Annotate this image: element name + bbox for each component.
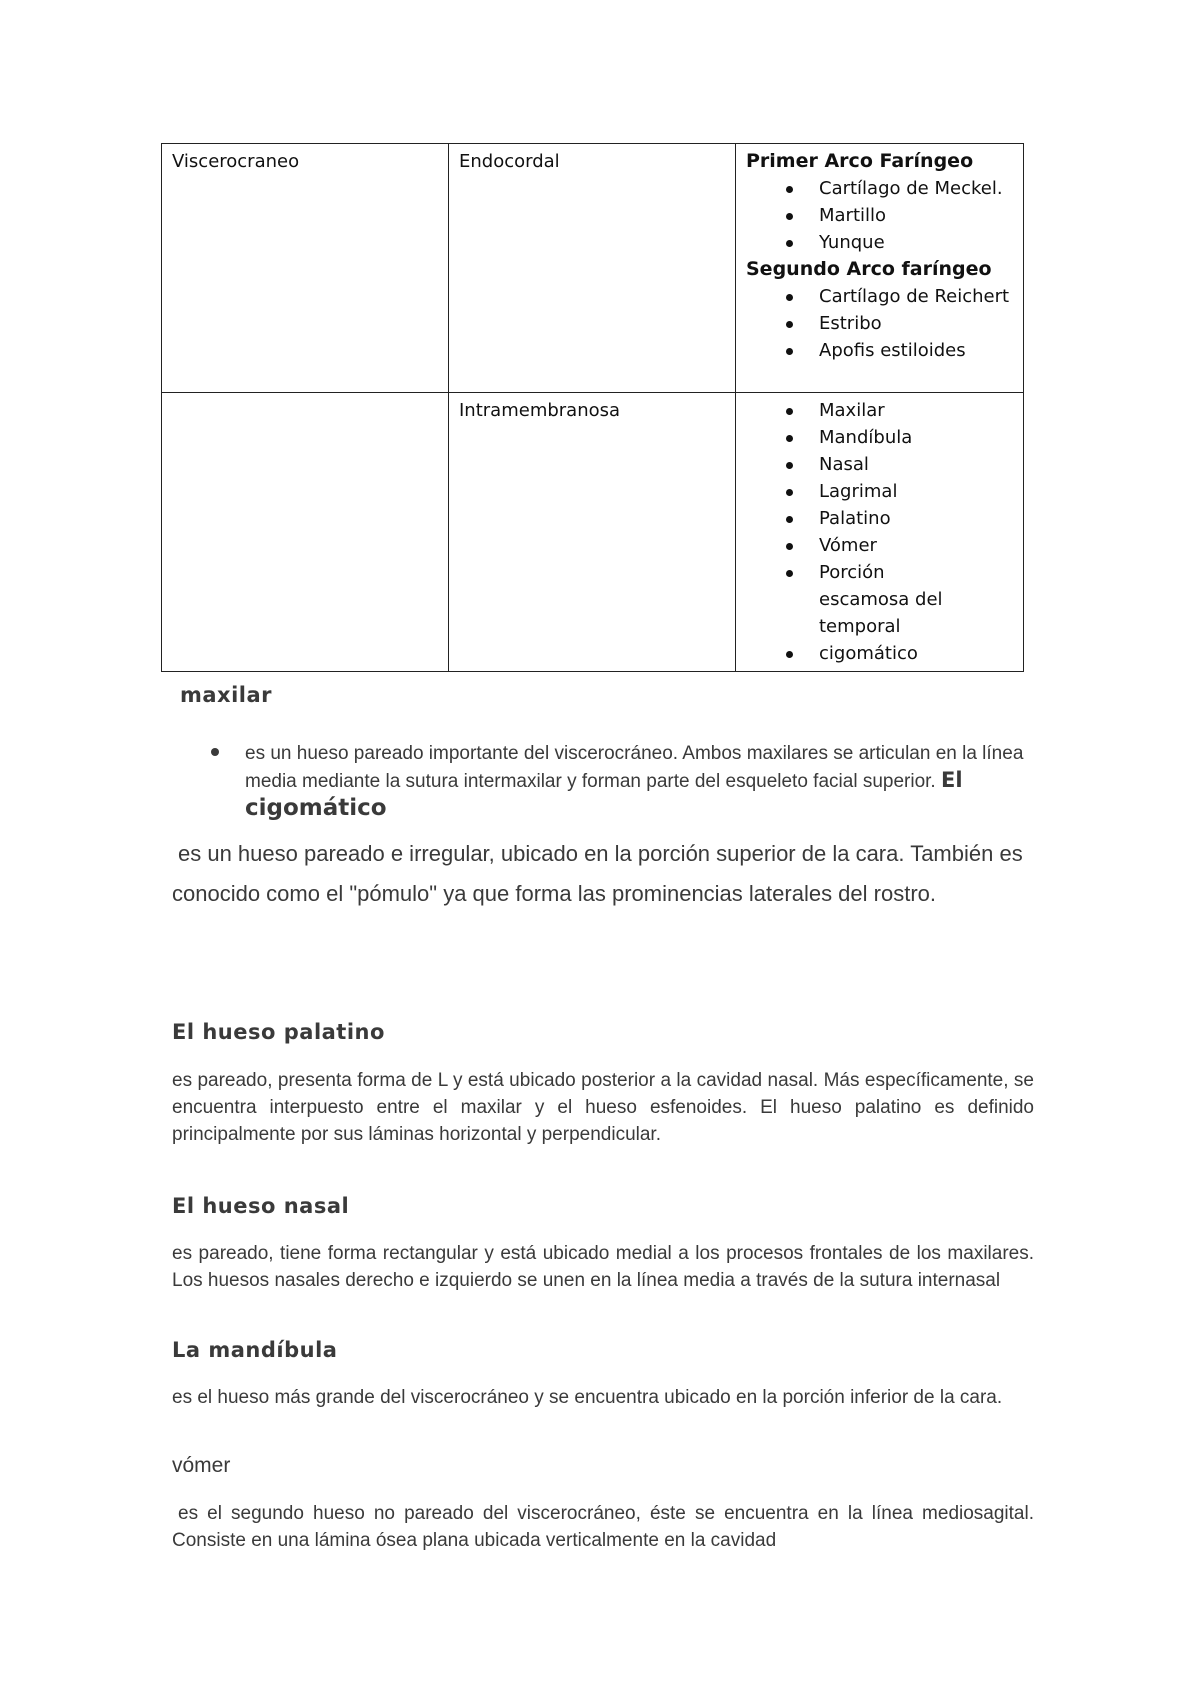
palatino-paragraph: es pareado, presenta forma de L y está ubicado posterior a la cavidad nasal. Más específicamente, se encuentra interpuesto entre el maxilar y el hueso esfenoides. El hueso palatino es definido principalmente por sus láminas horizontal y perpendicular. bbox=[172, 1070, 1034, 1145]
ossification-label: Intramembranosa bbox=[459, 400, 621, 421]
nasal-heading: El hueso nasal bbox=[172, 1194, 350, 1218]
table-row bbox=[162, 393, 1024, 672]
cigomatico-el: El bbox=[940, 768, 963, 792]
list-item: Lagrimal bbox=[786, 478, 1013, 505]
list-item: Vómer bbox=[786, 532, 1013, 559]
list-item: Palatino bbox=[786, 505, 1013, 532]
list-item: Mandíbula bbox=[786, 424, 1013, 451]
list-item: Apofis estiloides bbox=[786, 337, 1013, 364]
cigomatico-paragraph: es un hueso pareado e irregular, ubicado en la porción superior de la cara. También es conocido como el "pómulo" ya que forma las prominencias laterales del rostro. bbox=[172, 841, 1023, 906]
table-cell bbox=[162, 144, 449, 393]
arch-title: Primer Arco Faríngeo bbox=[746, 150, 974, 172]
ossification-label: Endocordal bbox=[459, 151, 560, 172]
list-item: Nasal bbox=[786, 451, 1013, 478]
list-item: Martillo bbox=[786, 202, 1013, 229]
list-item: Cartílago de Meckel. bbox=[786, 175, 1013, 202]
cigomatico-heading: cigomático bbox=[245, 795, 387, 821]
bullet-icon bbox=[211, 748, 219, 756]
table-cell bbox=[736, 393, 1024, 672]
mandibula-paragraph: es el hueso más grande del viscerocráneo y se encuentra ubicado en la porción inferior de la cara. bbox=[172, 1387, 1003, 1408]
vomer-heading: vómer bbox=[172, 1454, 231, 1477]
table-cell bbox=[449, 393, 736, 672]
maxilar-heading: maxilar bbox=[180, 683, 273, 707]
maxilar-paragraph bbox=[245, 740, 1035, 823]
bone-list bbox=[746, 397, 1013, 667]
table-cell bbox=[449, 144, 736, 393]
list-item: cigomático bbox=[786, 640, 1013, 667]
arch-title: Segundo Arco faríngeo bbox=[746, 258, 992, 280]
arch-list bbox=[746, 175, 1013, 256]
category-label: Viscerocraneo bbox=[172, 151, 300, 172]
mandibula-heading: La mandíbula bbox=[172, 1338, 338, 1362]
list-item: Yunque bbox=[786, 229, 1013, 256]
arch-list bbox=[746, 283, 1013, 364]
nasal-paragraph: es pareado, tiene forma rectangular y está ubicado medial a los procesos frontales de los maxilares. Los huesos nasales derecho e izquierdo se unen en la línea media a través de la sutura internasal bbox=[172, 1243, 1034, 1291]
list-item: Porción escamosa del temporal bbox=[786, 559, 1013, 640]
list-item: Maxilar bbox=[786, 397, 1013, 424]
maxilar-text: es un hueso pareado importante del viscerocráneo. Ambos maxilares se articulan en la línea media mediante la sutura intermaxilar y forman parte del esqueleto facial superior. bbox=[245, 743, 1024, 792]
table-cell bbox=[162, 393, 449, 672]
list-item: Cartílago de Reichert bbox=[786, 283, 1013, 310]
palatino-heading: El hueso palatino bbox=[172, 1020, 385, 1044]
vomer-paragraph: es el segundo hueso no pareado del viscerocráneo, éste se encuentra en la línea mediosagital. Consiste en una lámina ósea plana ubicada verticalmente en la cavidad bbox=[172, 1503, 1034, 1551]
table-row bbox=[162, 144, 1024, 393]
list-item: Estribo bbox=[786, 310, 1013, 337]
table-cell bbox=[736, 144, 1024, 393]
bones-table bbox=[161, 143, 1024, 672]
